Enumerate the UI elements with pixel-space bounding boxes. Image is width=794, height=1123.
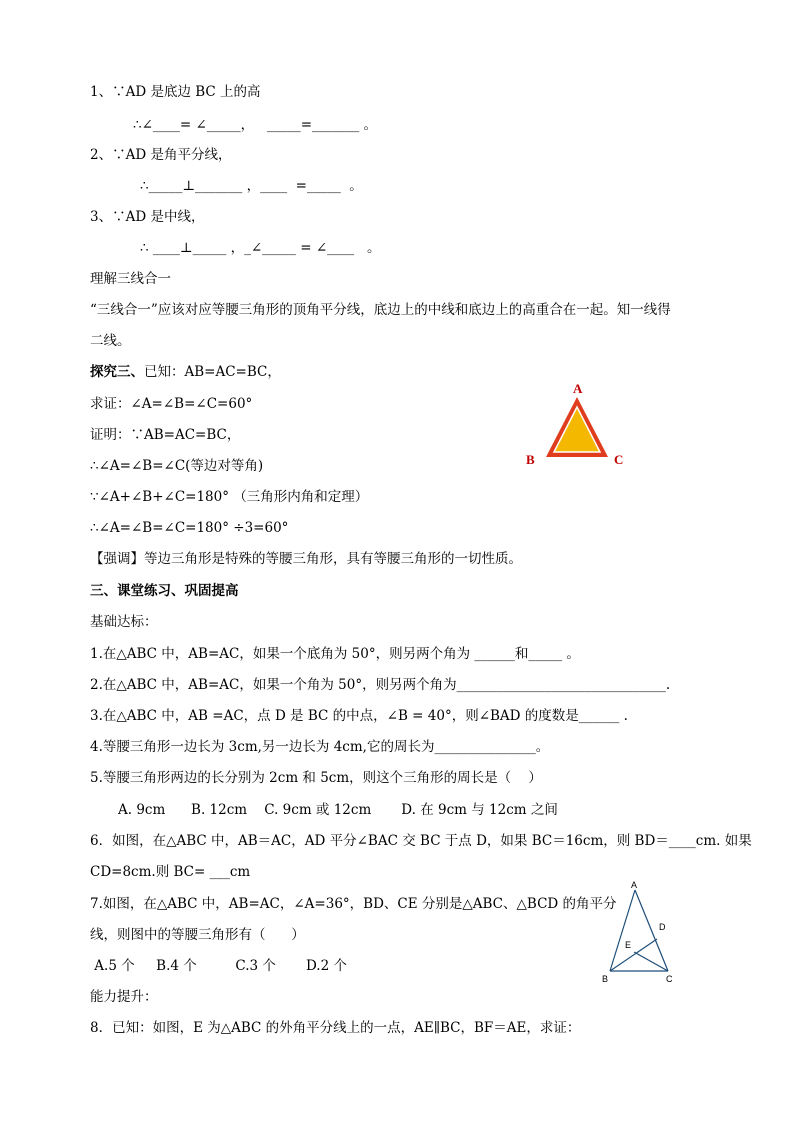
question-1-answer: ∴∠____= ∠_____， _____=_______ 。 [133, 117, 378, 133]
question-3-answer: ∴ ____⊥_____ ，_∠_____ = ∠____ 。 [140, 240, 381, 256]
label-a: A [631, 880, 638, 890]
proof-line-1: 证明：∵AB=AC=BC， [90, 427, 241, 443]
basic-heading: 基础达标： [90, 614, 158, 630]
exercise-3: 3.在△ABC 中，AB =AC，点 D 是 BC 的中点，∠B = 40°，则∠BAD 的度数是______ . [90, 708, 628, 724]
exercise-7-line-2: 线，则图中的等腰三角形有（ ） [90, 927, 305, 943]
exercise-6-line-1: 6．如图，在△ABC 中，AB＝AC，AD 平分∠BAC 交 BC 于点 D，如果 BC＝16cm，则 BD＝____cm. 如果 [90, 833, 752, 849]
vertex-label-a: A [573, 381, 583, 396]
question-2-answer: ∴_____⊥_______ ，____ =_____ 。 [140, 178, 363, 194]
side-ab [610, 890, 635, 971]
exercise-8: 8．已知：如图，E 为△ABC 的外角平分线上的一点，AE∥BC，BF＝AE，求证： [90, 1020, 581, 1036]
explore-given: 已知：AB=AC=BC， [144, 364, 281, 380]
exercise-2: 2.在△ABC 中，AB=AC，如果一个角为 50°，则另两个角为_______________________________. [90, 677, 671, 693]
understand-paragraph-1: “三线合一”应该对应等腰三角形的顶角平分线，底边上的中线和底边上的高重合在一起。知一线得 [90, 302, 671, 318]
question-1: 1、∵AD 是底边 BC 上的高 [90, 84, 261, 100]
vertex-label-b: B [526, 452, 535, 467]
vertex-label-c: C [614, 452, 624, 467]
exercise-7-line-1: 7.如图，在△ABC 中，AB=AC，∠A=36°，BD、CE 分别是△ABC、△BCD 的角平分 [90, 896, 617, 912]
understand-paragraph-2: 二线。 [90, 333, 131, 349]
equilateral-triangle-figure [520, 380, 630, 470]
section-3-title: 三、课堂练习、巩固提高 [90, 583, 239, 599]
label-e: E [625, 940, 632, 950]
bisector-ce [634, 952, 668, 971]
explore-label: 探究三、 [90, 364, 144, 380]
proof-line-3: ∵∠A+∠B+∠C=180° （三角形内角和定理） [90, 489, 369, 505]
ability-heading: 能力提升： [90, 989, 158, 1005]
proof-line-2: ∴∠A=∠B=∠C(等边对等角) [90, 458, 264, 474]
prove-statement: 求证：∠A=∠B=∠C=60° [90, 396, 253, 412]
question-3: 3、∵AD 是中线， [90, 209, 205, 225]
bisector-bd [610, 939, 657, 971]
exercise-5-options: A. 9cm B. 12cm C. 9cm 或 12cm D. 在 9cm 与 12cm 之间 [118, 802, 558, 818]
label-d: D [659, 922, 666, 932]
section-title-understand: 理解三线合一 [90, 271, 171, 287]
exercise-7-options: A.5 个 B.4 个 C.3 个 D.2 个 [90, 958, 347, 974]
proof-line-4: ∴∠A=∠B=∠C=180° ÷3=60° [90, 520, 289, 536]
exercise-1: 1.在△ABC 中，AB=AC，如果一个底角为 50°，则另两个角为 ______和_____ 。 [90, 646, 580, 662]
isosceles-triangle-figure [596, 878, 686, 990]
exercise-4: 4.等腰三角形一边长为 3cm,另一边长为 4cm,它的周长为_______________。 [90, 739, 550, 755]
emphasis-note: 【强调】等边三角形是特殊的等腰三角形，具有等腰三角形的一切性质。 [90, 551, 522, 567]
explore-statement [90, 364, 281, 380]
exercise-5: 5.等腰三角形两边的长分别为 2cm 和 5cm，则这个三角形的周长是（ ） [90, 770, 542, 786]
exercise-6-line-2: CD=8cm.则 BC= ___cm [90, 864, 251, 880]
question-2: 2、∵AD 是角平分线， [90, 147, 232, 163]
label-b: B [602, 974, 609, 984]
label-c: C [666, 974, 673, 984]
